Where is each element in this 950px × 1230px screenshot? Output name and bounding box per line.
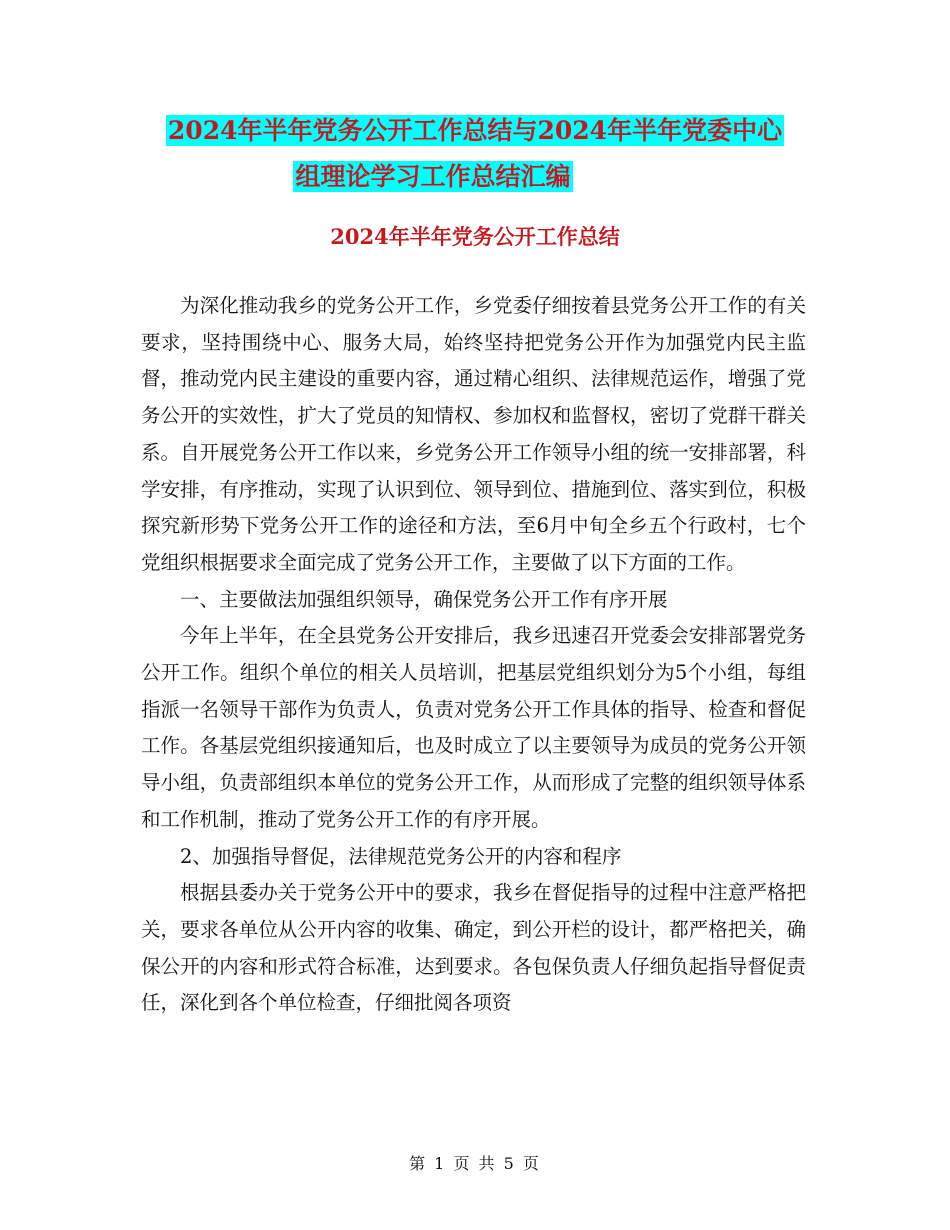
paragraph-supervision: 根据县委办关于党务公开中的要求，我乡在督促指导的过程中注意严格把关，要求各单位从公开内容的收集、确定，到公开栏的设计，都严格把关，确保公开的内容和形式符合标准，达到要求。各包保负责人仔细负起指导督促责任，深化到各个单位检查，仔细批阅各项资 [141,881,806,1015]
paragraph-heading-1: 一、主要做法加强组织领导，确保党务公开工作有序开展 [180,587,668,611]
document-title-highlight-1: 2024年半年党务公开工作总结与2024年半年党委中心 [167,116,783,145]
document-title-highlight-2: 组理论学习工作总结汇编 [295,162,571,191]
document-title-line-2 [0,158,908,196]
paragraph-organization: 今年上半年，在全县党务公开安排后，我乡迅速召开党委会安排部署党务公开工作。组织个单位的相关人员培训，把基层党组织划分为5个小组，每组指派一名领导干部作为负责人，负责对党务公开工作具体的指导、检查和督促工作。各基层党组织接通知后，也及时成立了以主要领导为成员的党务公开领导小组，负责部组织本单位的党务公开工作，从而形成了完整的组织领导体系和工作机制，推动了党务公开工作的有序开展。 [141,624,806,831]
paragraph-intro: 为深化推动我乡的党务公开工作，乡党委仔细按着县党务公开工作的有关要求，坚持围绕中心、服务大局，始终坚持把党务公开作为加强党内民主监督，推动党内民主建设的重要内容，通过精心组织、法律规范运作，增强了党务公开的实效性，扩大了党员的知情权、参加权和监督权，密切了党群干群关系。自开展党务公开工作以来，乡党务公开工作领导小组的统一安排部署，科学安排，有序推动，实现了认识到位、领导到位、措施到位、落实到位，积极探究新形势下党务公开工作的途径和方法，至6月中旬全乡五个行政村，七个党组织根据要求全面完成了党务公开工作，主要做了以下方面的工作。 [141,294,806,574]
section-title: 2024年半年党务公开工作总结 [330,224,620,249]
document-body [141,288,806,1022]
document-title-line-1 [0,112,950,150]
page-footer: 第 1 页 共 5 页 [409,1154,541,1173]
paragraph-heading-2: 2、加强指导督促，法律规范党务公开的内容和程序 [180,844,622,868]
